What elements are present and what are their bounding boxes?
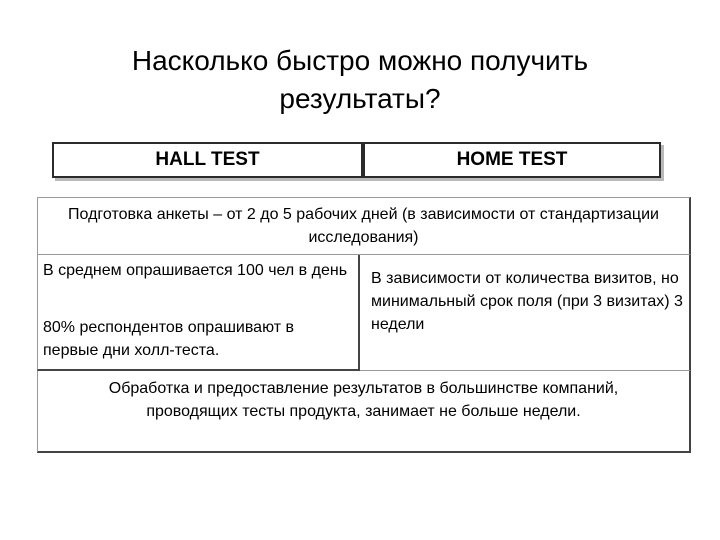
slide-title: Насколько быстро можно получить результаты? [131, 45, 589, 114]
home-test-header [363, 142, 661, 178]
results-processing-text: Обработка и предоставление результатов в большинстве компаний, проводящих тесты продукта, занимает не больше недели. [108, 380, 619, 420]
home-test-label: HOME TEST [456, 149, 568, 170]
hall-test-label: HALL TEST [155, 149, 260, 170]
hall-first-days-text: 80% респондентов опрашивают в первые дни холл-теста. [43, 319, 294, 359]
hall-test-details [37, 255, 360, 371]
hall-test-header [52, 142, 363, 178]
results-processing-block [37, 371, 691, 453]
hall-per-day-text: В среднем опрашивается 100 чел в день [43, 262, 348, 279]
preparation-block [37, 197, 691, 255]
preparation-text: Подготовка анкеты – от 2 до 5 рабочих дней (в зависимости от стандартизации исследования) [68, 206, 659, 246]
home-test-details [360, 255, 691, 371]
home-duration-text: В зависимости от количества визитов, но минимальный срок поля (при 3 визитах) 3 недели [371, 270, 683, 333]
